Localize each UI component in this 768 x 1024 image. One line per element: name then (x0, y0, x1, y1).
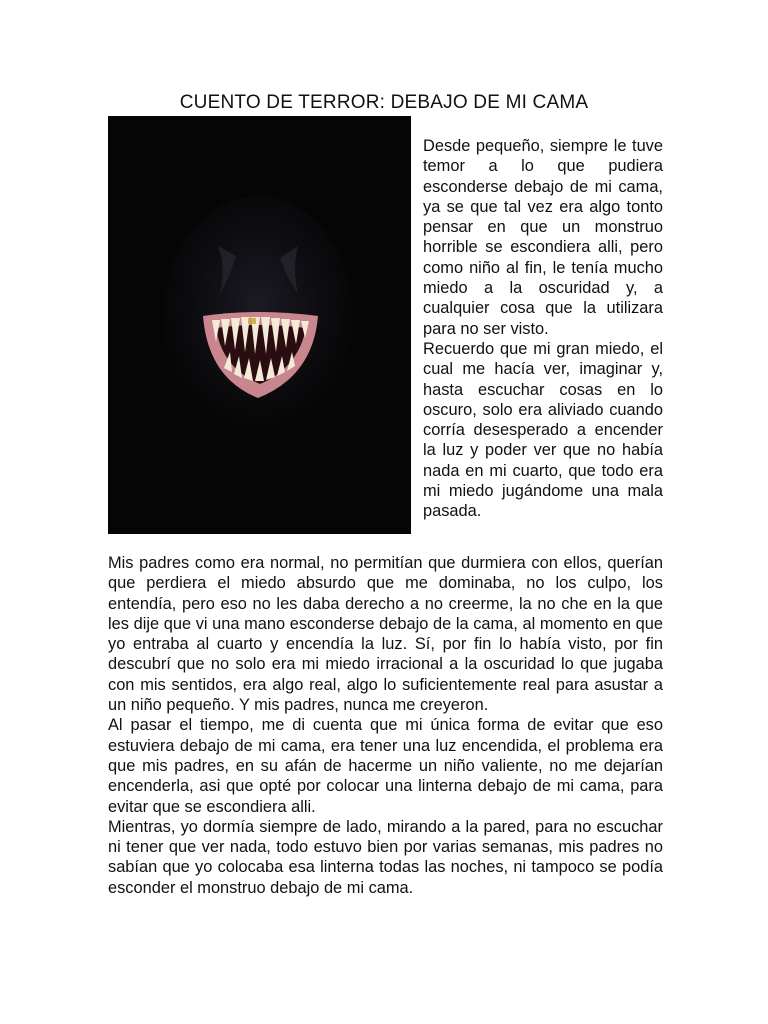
body-text (108, 553, 663, 898)
paragraph: Desde pequeño, siempre le tuve temor a lo que pudiera esconderse debajo de mi cama, ya se que tal vez era algo tonto pensar en que un monstruo horrible se escondiera alli, pero como niño al fin, le tenía mucho miedo a la oscuridad y, a cualquier cosa que la utilizara para no ser visto. (423, 137, 663, 338)
paragraph: Recuerdo que mi gran miedo, el cual me hacía ver, imaginar y, hasta escuchar cosas en lo oscuro, solo era aliviado cuando corría desesperado a encender la luz y poder ver que no había nada en mi cuarto, que todo era mi miedo jugándome una mala pasada. (423, 339, 663, 521)
paragraph: Mientras, yo dormía siempre de lado, mirando a la pared, para no escuchar ni tener que ver nada, todo estuvo bien por varias semanas, mis padres no sabían que yo colocaba esa linterna todas las noches, ni tampoco se podía esconder el monstruo debajo de mi cama. (108, 817, 663, 897)
paragraph: Mis padres como era normal, no permitían que durmiera con ellos, querían que perdiera el miedo absurdo que me dominaba, no los culpo, los entendía, pero eso no les daba derecho a no creerme, la no che en la que les dije que vi una mano esconderse debajo de la cama, al momento en que yo entraba al cuarto y encendía la luz. Sí, por fin lo había visto, por fin descubrí que no solo era mi miedo irracional a la oscuridad lo que jugaba con mis sentidos, era algo real, algo lo suficientemente real para asustar a un niño pequeño. Y mis padres, nunca me creyeron. (108, 554, 663, 715)
dark-monster-smile-icon (108, 116, 411, 534)
page-title: CUENTO DE TERROR: DEBAJO DE MI CAMA (179, 92, 589, 113)
paragraph: Al pasar el tiempo, me di cuenta que mi única forma de evitar que eso estuviera debajo de mi cama, era tener una luz encendida, el problema era que mis padres, en su afán de hacerme un niño valiente, no me dejarían encenderla, asi que opté por colocar una linterna debajo de mi cama, para evitar que se escondiera alli. (108, 716, 663, 816)
monster-illustration (108, 116, 411, 534)
side-text-column (423, 136, 663, 522)
